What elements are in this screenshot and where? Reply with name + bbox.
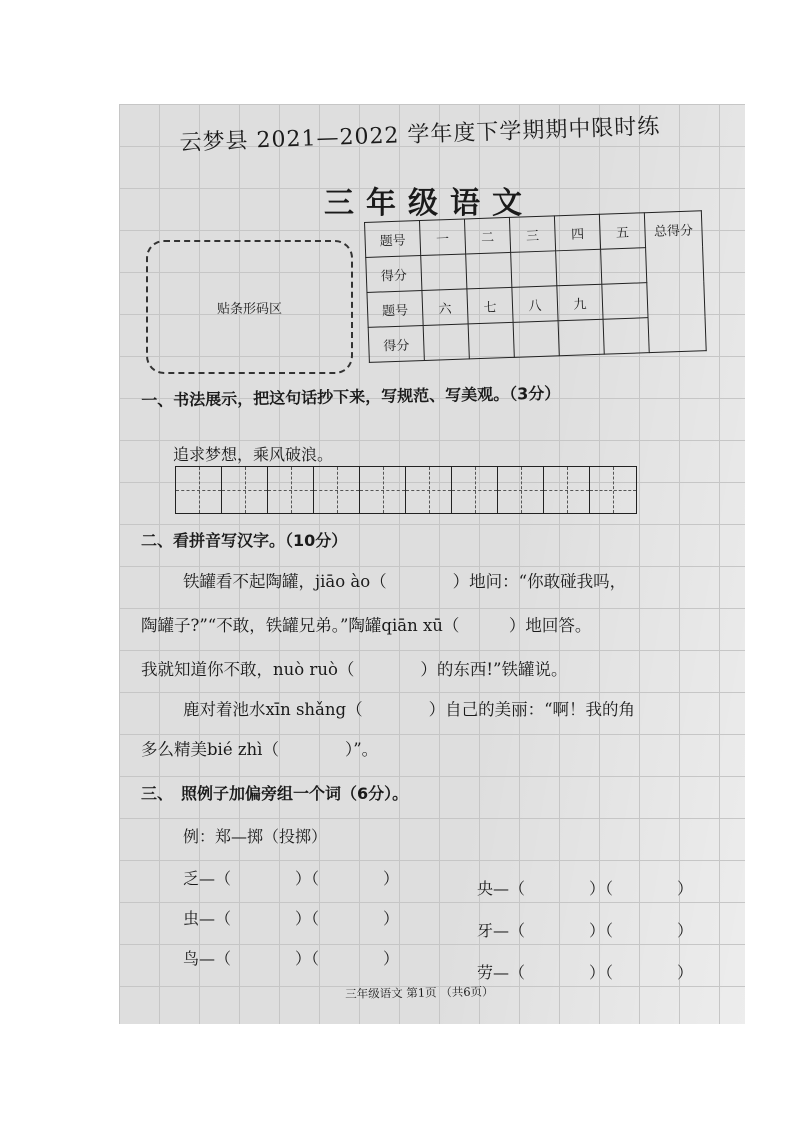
question-number: 八 — [512, 286, 558, 323]
score-table — [364, 210, 707, 363]
question-number: 一 — [419, 219, 465, 256]
writing-cell[interactable] — [544, 467, 590, 513]
copy-sentence: 追求梦想，乘风破浪。 — [173, 445, 334, 464]
total-score-label: 总得分 — [653, 223, 694, 240]
row-label: 得分 — [366, 256, 422, 293]
section3-heading: 三、 照例子加偏旁组一个词（6分）。 — [141, 784, 409, 803]
answer-blank[interactable]: （ ）（ ） — [509, 921, 694, 940]
row-label: 题号 — [365, 221, 421, 258]
answer-blank[interactable]: （ ）（ ） — [215, 909, 400, 928]
score-cell[interactable] — [556, 249, 602, 286]
score-cell[interactable] — [468, 322, 514, 359]
writing-cell[interactable] — [222, 467, 268, 513]
score-cell[interactable] — [511, 251, 557, 288]
radical-char: 虫— — [183, 909, 216, 928]
writing-cell[interactable] — [268, 467, 314, 513]
answer-blank[interactable]: （ ）（ ） — [215, 869, 400, 888]
score-cell[interactable] — [601, 248, 647, 285]
radical-item — [183, 946, 399, 969]
pinyin-line: 铁罐看不起陶罐，jiāo ào（ ）地问：“你敢碰我吗， — [183, 572, 627, 591]
pinyin-line: 多么精美bié zhì（ ）”。 — [141, 740, 379, 759]
question-number: 四 — [554, 214, 600, 251]
row-label: 题号 — [367, 291, 423, 328]
score-cell[interactable] — [423, 324, 469, 361]
radical-item — [477, 876, 693, 899]
question-number: 七 — [467, 287, 513, 324]
question-number: 五 — [599, 213, 645, 250]
score-cell[interactable] — [466, 252, 512, 289]
score-cell[interactable] — [513, 321, 559, 358]
question-number: 三 — [509, 216, 555, 253]
radical-item — [183, 906, 399, 929]
answer-blank[interactable]: （ ）（ ） — [509, 879, 694, 898]
question-number: 六 — [422, 289, 468, 326]
exam-paper — [119, 104, 745, 1024]
total-score-cell[interactable] — [644, 211, 706, 353]
score-cell-empty — [603, 318, 649, 355]
barcode-area — [146, 240, 353, 374]
writing-cell[interactable] — [498, 467, 544, 513]
score-cell[interactable] — [558, 319, 604, 356]
writing-cell[interactable] — [360, 467, 406, 513]
writing-cell[interactable] — [590, 467, 636, 513]
pinyin-line: 陶罐子?”“不敢，铁罐兄弟。”陶罐qiān xū（ ）地回答。 — [141, 616, 592, 635]
writing-grid[interactable] — [175, 466, 637, 514]
writing-cell[interactable] — [406, 467, 452, 513]
writing-cell[interactable] — [314, 467, 360, 513]
radical-char: 鸟— — [183, 949, 216, 968]
pinyin-line: 我就知道你不敢，nuò ruò（ ）的东西!”铁罐说。 — [141, 660, 568, 679]
radical-char: 乏— — [183, 869, 216, 888]
radical-item — [183, 866, 399, 889]
radical-char: 央— — [477, 879, 510, 898]
section2-heading: 二、看拼音写汉字。（10分） — [141, 531, 348, 550]
answer-blank[interactable]: （ ）（ ） — [509, 963, 694, 982]
answer-blank[interactable]: （ ）（ ） — [215, 949, 400, 968]
radical-item — [477, 918, 693, 941]
question-number: 二 — [464, 217, 510, 254]
writing-cell[interactable] — [452, 467, 498, 513]
barcode-label: 贴条形码区 — [216, 301, 282, 317]
row-label: 得分 — [368, 325, 424, 362]
pinyin-line: 鹿对着池水xīn shǎng（ ）自己的美丽：“啊！我的角 — [183, 700, 636, 719]
radical-char: 劳— — [477, 963, 510, 982]
exam-title: 云梦县 2021—2022 学年度下学期期中限时练 — [179, 114, 661, 156]
radical-item — [477, 960, 693, 983]
score-cell-empty — [602, 283, 648, 320]
radical-example: 例：郑—掷（投掷） — [183, 827, 328, 846]
radical-char: 牙— — [477, 921, 510, 940]
question-number: 九 — [557, 284, 603, 321]
score-cell[interactable] — [421, 254, 467, 291]
writing-cell[interactable] — [176, 467, 222, 513]
exam-subject: 三年级语文 — [324, 186, 534, 221]
page-footer: 三年级语文 第1页 （共6页） — [345, 984, 494, 1001]
section1-heading: 一、书法展示，把这句话抄下来，写规范、写美观。（3分） — [141, 383, 561, 410]
